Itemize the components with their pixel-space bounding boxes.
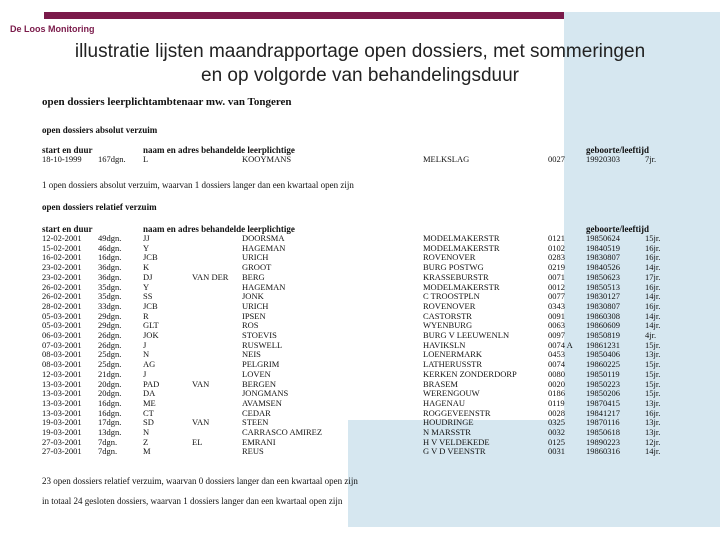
section2-row-10-initials: GLT (143, 320, 159, 331)
section2-row-11-street: BURG V LEEUWENLN (423, 330, 510, 340)
section1-row-1-house-number: 0027 (548, 154, 565, 164)
section2-row-7-initials: SS (143, 291, 153, 302)
section2-row-20-age: 13jr. (645, 417, 661, 428)
section2-row-14-start-date: 08-03-2001 (42, 359, 82, 370)
section2-row-16-age: 15jr. (645, 378, 661, 389)
section2-row-9-age: 14jr. (645, 310, 661, 321)
section2-row-4-birth-date: 19840526 (586, 262, 620, 273)
section2-row-5-surname: BERG (242, 271, 265, 282)
section2-row-16-birth-date: 19850223 (586, 378, 620, 389)
section2-row-6-house-number: 0012 (548, 281, 565, 292)
section2-row-3-age: 16jr. (645, 252, 661, 263)
section2-row-16-street: BRASEM (423, 378, 458, 389)
section2-row-14-street: LATHERUSSTR (423, 359, 483, 370)
section2-row-7-birth-date: 19830127 (586, 291, 620, 302)
section2-row-2-street: MODELMAKERSTR (423, 242, 500, 253)
section2-row-15-duration: 21dgn. (98, 368, 122, 379)
section2-row-15-surname: LOVEN (242, 368, 271, 379)
section2-row-23-birth-date: 19860316 (586, 446, 620, 457)
section2-row-7-duration: 35dgn. (98, 291, 122, 302)
section2-row-21-start-date: 19-03-2001 (42, 427, 82, 437)
title-line-2: en op volgorde van behandelingsduur (201, 65, 519, 86)
section2-title: open dossiers relatief verzuim (42, 202, 157, 212)
section2-row-4-surname: GROOT (242, 262, 272, 273)
section2-row-1-house-number: 0121 (548, 233, 565, 243)
section2-row-21-birth-date: 19850618 (586, 427, 620, 437)
section2-row-23-age: 14jr. (645, 446, 661, 457)
section2-row-5-duration: 36dgn. (98, 271, 122, 282)
section2-row-13-duration: 25dgn. (98, 349, 122, 360)
section2-row-5-house-number: 0071 (548, 271, 565, 282)
section2-row-15-street: KERKEN ZONDERDORP (423, 368, 517, 379)
section2-row-13-start-date: 08-03-2001 (42, 349, 82, 360)
section2-row-3-duration: 16dgn. (98, 252, 122, 263)
section2-row-9-birth-date: 19860308 (586, 310, 620, 321)
section1-row-1-initials: L (143, 154, 149, 164)
section2-row-16-duration: 20dgn. (98, 378, 122, 389)
section2-row-17-birth-date: 19850206 (586, 388, 620, 399)
section2-row-4-initials: K (143, 262, 150, 273)
section2-row-3-birth-date: 19830807 (586, 252, 620, 263)
section2-row-8-house-number: 0343 (548, 300, 565, 311)
section2-row-16-house-number: 0020 (548, 378, 565, 389)
section2-row-18-surname: AVAMSEN (242, 397, 282, 408)
section2-row-13-surname: NEIS (242, 349, 261, 360)
section2-row-14-house-number: 0074 (548, 359, 565, 370)
section2-row-10-surname: ROS (242, 320, 259, 331)
section2-row-22-duration: 7dgn. (98, 436, 118, 447)
section2-row-2-start-date: 15-02-2001 (42, 242, 82, 253)
company-logo: De Loos Monitoring (10, 24, 95, 34)
title-line-1: illustratie lijsten maandrapportage open dossiers, met sommeringen (74, 41, 646, 62)
section1-row-1-birth-date: 19920303 (586, 154, 620, 164)
section2-row-13-birth-date: 19850406 (586, 349, 620, 360)
section2-row-6-age: 16jr. (645, 281, 661, 292)
section2-row-2-birth-date: 19840519 (586, 242, 620, 253)
section2-row-4-duration: 36dgn. (98, 262, 122, 273)
section2-row-14-duration: 25dgn. (98, 359, 122, 370)
section2-row-6-street: MODELMAKERSTR (423, 281, 500, 292)
section2-row-4-house-number: 0219 (548, 262, 565, 273)
section2-row-20-birth-date: 19870116 (586, 417, 620, 428)
section2-row-5-age: 17jr. (645, 271, 661, 282)
section2-row-18-start-date: 13-03-2001 (42, 397, 82, 408)
section2-row-2-surname: HAGEMAN (242, 242, 286, 253)
section2-row-12-initials: J (143, 339, 147, 350)
section2-row-11-initials: JOK (143, 330, 159, 340)
section2-row-9-surname: IPSEN (242, 310, 266, 321)
section1-row-1-start-date: 18-10-1999 (42, 154, 82, 164)
section2-row-18-street: HAGENAU (423, 397, 466, 408)
section2-row-11-age: 4jr. (645, 330, 657, 340)
section2-row-11-house-number: 0097 (548, 330, 565, 340)
section2-row-4-age: 14jr. (645, 262, 661, 273)
section2-row-12-street: HAVIKSLN (423, 339, 466, 350)
section2-row-22-age: 12jr. (645, 436, 661, 447)
section2-row-22-surname: EMRANI (242, 436, 276, 447)
section2-row-21-surname: CARRASCO AMIREZ (242, 427, 323, 437)
section2-row-17-start-date: 13-03-2001 (42, 388, 82, 399)
section2-row-5-street: KRASSEBURSTR (423, 271, 489, 282)
section2-row-13-initials: N (143, 349, 150, 360)
section2-summary: 23 open dossiers relatief verzuim, waarvan 0 dossiers langer dan een kwartaal open zijn (42, 476, 358, 486)
section2-row-2-initials: Y (143, 242, 150, 253)
section2-row-1-street: MODELMAKERSTR (423, 233, 500, 243)
section2-row-8-surname: URICH (242, 300, 269, 311)
section2-row-12-duration: 26dgn. (98, 339, 122, 350)
section2-row-23-duration: 7dgn. (98, 446, 118, 457)
section2-row-20-start-date: 19-03-2001 (42, 417, 82, 428)
section2-row-9-initials: R (143, 310, 149, 321)
section2-row-13-street: LOENERMARK (423, 349, 483, 360)
section2-row-11-duration: 26dgn. (98, 330, 122, 340)
section2-row-17-surname: JONGMANS (242, 388, 289, 399)
section1-row-1-street: MELKSLAG (423, 154, 470, 164)
section2-row-10-birth-date: 19860609 (586, 320, 620, 331)
section2-row-11-start-date: 06-03-2001 (42, 330, 82, 340)
section2-row-10-house-number: 0063 (548, 320, 565, 331)
section1-col-start: start en duur (42, 145, 93, 155)
section2-row-23-surname: REUS (242, 446, 264, 457)
section2-row-22-house-number: 0125 (548, 436, 565, 447)
section2-row-15-birth-date: 19850119 (586, 368, 620, 379)
section2-row-9-duration: 29dgn. (98, 310, 122, 321)
section2-row-14-age: 15jr. (645, 359, 661, 370)
section2-row-19-surname: CEDAR (242, 407, 271, 418)
section2-row-8-start-date: 28-02-2001 (42, 300, 82, 311)
section2-row-7-street: C TROOSTPLN (423, 291, 480, 302)
section2-row-12-start-date: 07-03-2001 (42, 339, 82, 350)
section2-row-1-duration: 49dgn. (98, 233, 122, 243)
section2-row-15-age: 15jr. (645, 368, 661, 379)
section2-row-10-start-date: 05-03-2001 (42, 320, 82, 331)
section2-row-8-birth-date: 19830807 (586, 300, 620, 311)
section2-row-10-duration: 29dgn. (98, 320, 122, 331)
section2-row-3-start-date: 16-02-2001 (42, 252, 82, 263)
section2-row-5-initials: DJ (143, 271, 153, 282)
section2-row-17-age: 15jr. (645, 388, 661, 399)
section2-col-start: start en duur (42, 224, 93, 234)
section2-row-3-house-number: 0283 (548, 252, 565, 263)
section2-row-21-age: 13jr. (645, 427, 661, 437)
section2-row-20-prefix: VAN (192, 417, 210, 428)
section2-row-4-street: BURG POSTWG (423, 262, 484, 273)
section2-row-15-initials: J (143, 368, 147, 379)
section2-row-8-street: ROVENOVER (423, 300, 476, 311)
section2-row-13-house-number: 0453 (548, 349, 565, 360)
section2-row-16-initials: PAD (143, 378, 160, 389)
section2-row-1-surname: DOORSMA (242, 233, 285, 243)
section2-row-21-duration: 13dgn. (98, 427, 122, 437)
section2-row-20-duration: 17dgn. (98, 417, 122, 428)
section2-row-22-street: H V VELDEKEDE (423, 436, 490, 447)
section2-row-17-house-number: 0186 (548, 388, 565, 399)
section2-col-name: naam en adres behandelde leerplichtige (143, 224, 295, 234)
section2-row-5-prefix: VAN DER (192, 271, 229, 282)
section2-row-9-start-date: 05-03-2001 (42, 310, 82, 321)
section2-row-3-surname: URICH (242, 252, 269, 263)
section2-row-7-start-date: 26-02-2001 (42, 291, 82, 302)
section2-row-1-initials: JJ (143, 233, 150, 243)
report-total: in totaal 24 gesloten dossiers, waarvan 1 dossiers langer dan een kwartaal open zijn (42, 496, 343, 506)
section2-row-10-street: WYENBURG (423, 320, 473, 331)
section1-row-1-duration: 167dgn. (98, 154, 126, 164)
section2-row-7-house-number: 0077 (548, 291, 565, 302)
section2-row-19-initials: CT (143, 407, 154, 418)
section2-row-19-age: 16jr. (645, 407, 661, 418)
section2-row-9-street: CASTORSTR (423, 310, 472, 321)
section2-row-5-birth-date: 19850623 (586, 271, 620, 282)
section1-col-name: naam en adres behandelde leerplichtige (143, 145, 295, 155)
section2-row-16-prefix: VAN (192, 378, 210, 389)
report-heading: open dossiers leerplichtambtenaar mw. van Tongeren (42, 96, 292, 108)
section2-row-11-birth-date: 19850819 (586, 330, 620, 340)
section2-row-23-house-number: 0031 (548, 446, 565, 457)
section2-row-22-prefix: EL (192, 436, 203, 447)
section2-row-13-age: 13jr. (645, 349, 661, 360)
section2-row-2-house-number: 0102 (548, 242, 565, 253)
section2-row-18-age: 13jr. (645, 397, 661, 408)
section2-row-6-duration: 35dgn. (98, 281, 122, 292)
section2-row-6-surname: HAGEMAN (242, 281, 286, 292)
section2-row-6-birth-date: 19850513 (586, 281, 620, 292)
section2-row-16-surname: BERGEN (242, 378, 276, 389)
section2-row-8-initials: JCB (143, 300, 158, 311)
section2-row-4-start-date: 23-02-2001 (42, 262, 82, 273)
section2-row-10-age: 14jr. (645, 320, 661, 331)
section2-row-19-street: ROGGEVEENSTR (423, 407, 491, 418)
section2-row-7-age: 14jr. (645, 291, 661, 302)
section2-row-8-age: 16jr. (645, 300, 661, 311)
section2-row-23-street: G V D VEENSTR (423, 446, 486, 457)
section2-row-20-initials: SD (143, 417, 154, 428)
section2-row-14-initials: AG (143, 359, 156, 370)
section2-row-5-start-date: 23-02-2001 (42, 271, 82, 282)
section2-row-3-initials: JCB (143, 252, 158, 263)
section2-row-20-street: HOUDRINGE (423, 417, 474, 428)
section2-row-3-street: ROVENOVER (423, 252, 476, 263)
section2-row-12-house-number: 0074 A (548, 339, 573, 350)
section1-row-1-surname: KOOYMANS (242, 154, 292, 164)
section2-row-1-start-date: 12-02-2001 (42, 233, 82, 243)
section2-row-15-start-date: 12-03-2001 (42, 368, 82, 379)
section2-row-12-surname: RUSWELL (242, 339, 283, 350)
section2-row-19-start-date: 13-03-2001 (42, 407, 82, 418)
section2-row-20-surname: STEEN (242, 417, 269, 428)
section2-row-18-house-number: 0119 (548, 397, 565, 408)
section2-row-18-initials: ME (143, 397, 156, 408)
section2-row-22-initials: Z (143, 436, 149, 447)
section2-row-2-duration: 46dgn. (98, 242, 122, 253)
section2-row-18-birth-date: 19870415 (586, 397, 620, 408)
section2-row-17-street: WERENGOUW (423, 388, 480, 399)
section2-col-birth: geboorte/leeftijd (586, 224, 649, 234)
section2-row-19-house-number: 0028 (548, 407, 565, 418)
section2-row-23-initials: M (143, 446, 151, 457)
section1-title: open dossiers absolut verzuim (42, 125, 158, 135)
section2-row-21-house-number: 0032 (548, 427, 565, 437)
section2-row-1-birth-date: 19850624 (586, 233, 620, 243)
section2-row-12-age: 15jr. (645, 339, 661, 350)
section2-row-14-surname: PELGRIM (242, 359, 280, 370)
section2-row-19-birth-date: 19841217 (586, 407, 620, 418)
section2-row-6-initials: Y (143, 281, 150, 292)
section2-row-12-birth-date: 19861231 (586, 339, 620, 350)
section2-row-22-birth-date: 19890223 (586, 436, 620, 447)
section2-row-7-surname: JONK (242, 291, 264, 302)
section2-row-22-start-date: 27-03-2001 (42, 436, 82, 447)
section2-row-15-house-number: 0080 (548, 368, 565, 379)
section2-row-23-start-date: 27-03-2001 (42, 446, 82, 457)
section2-row-17-initials: DA (143, 388, 156, 399)
section2-row-21-street: N MARSSTR (423, 427, 471, 437)
section1-row-1-age: 7jr. (645, 154, 657, 164)
section2-row-2-age: 16jr. (645, 242, 661, 253)
section2-row-6-start-date: 26-02-2001 (42, 281, 82, 292)
section2-row-21-initials: N (143, 427, 150, 437)
section2-row-20-house-number: 0325 (548, 417, 565, 428)
section2-row-17-duration: 20dgn. (98, 388, 122, 399)
section2-row-1-age: 15jr. (645, 233, 661, 243)
section2-row-8-duration: 33dgn. (98, 300, 122, 311)
section1-col-birth: geboorte/leeftijd (586, 145, 649, 155)
section2-row-11-surname: STOEVIS (242, 330, 277, 340)
section1-summary: 1 open dossiers absolut verzuim, waarvan 1 dossiers langer dan een kwartaal open zijn (42, 180, 354, 190)
section2-row-19-duration: 16dgn. (98, 407, 122, 418)
section2-row-14-birth-date: 19860225 (586, 359, 620, 370)
section2-row-18-duration: 16dgn. (98, 397, 122, 408)
section2-row-9-house-number: 0091 (548, 310, 565, 321)
section2-row-16-start-date: 13-03-2001 (42, 378, 82, 389)
